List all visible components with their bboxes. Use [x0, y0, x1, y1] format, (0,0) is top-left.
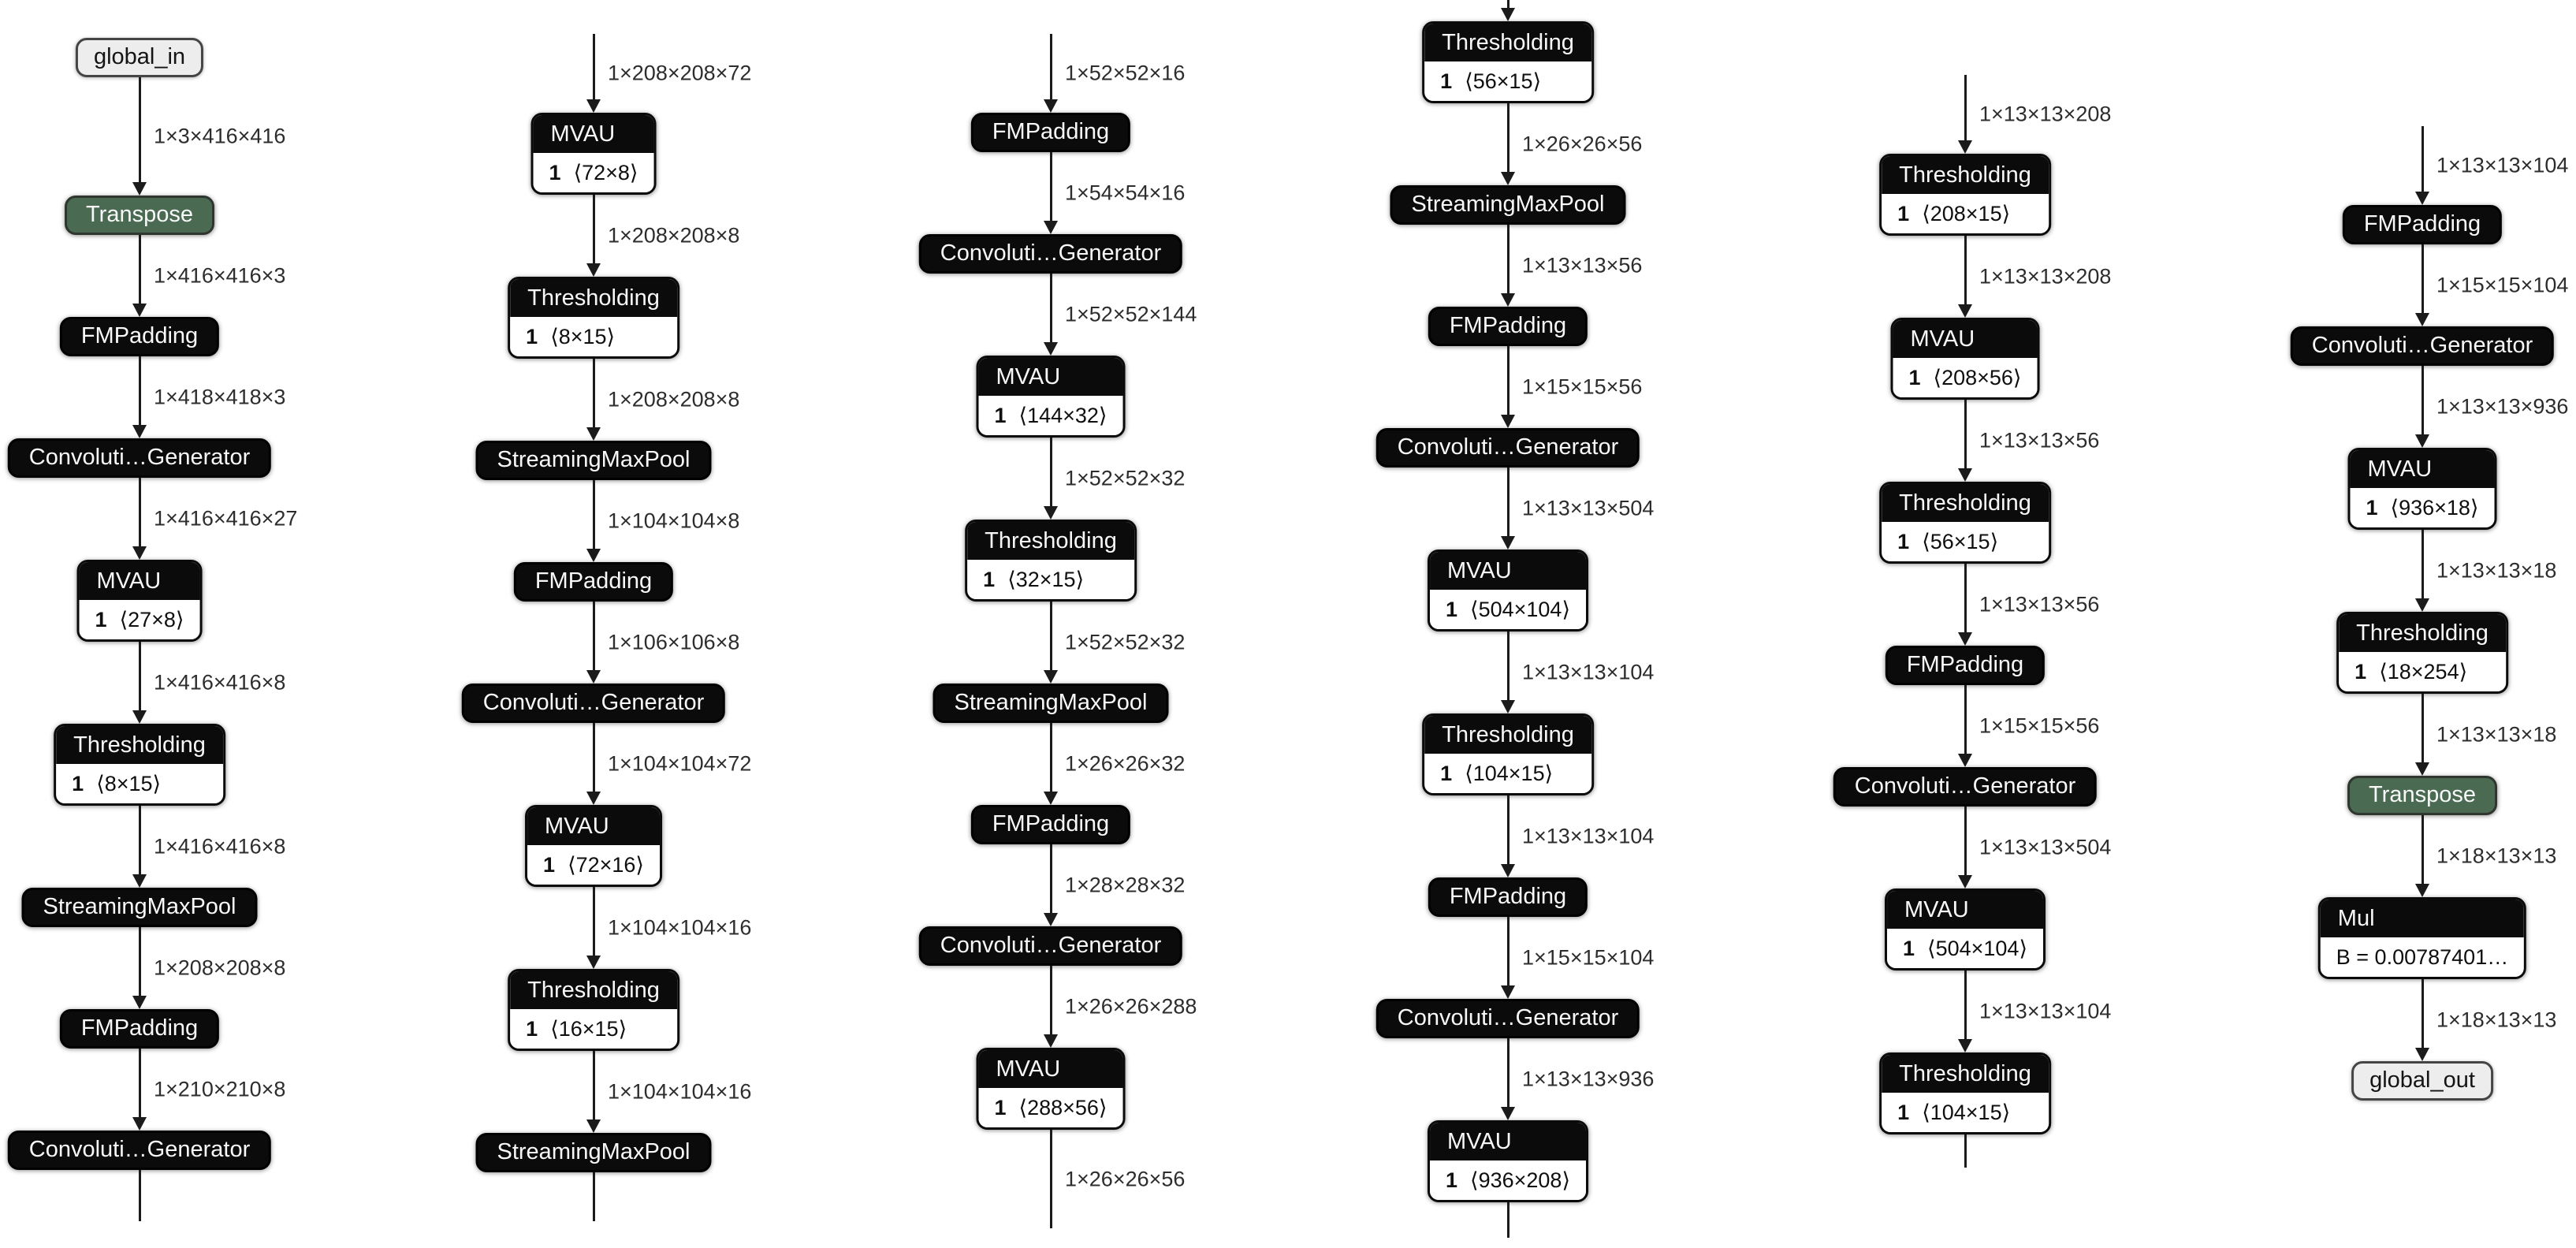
tensor-shape-label: 1×26×26×56	[1522, 132, 1643, 156]
node-thresholding[interactable]	[1879, 482, 2051, 564]
tensor-shape-label: 1×52×52×144	[1065, 302, 1197, 326]
node-title: Thresholding	[1882, 484, 2049, 522]
tensor-shape-label: 1×26×26×288	[1065, 994, 1197, 1019]
tensor-shape-label: 1×52×52×16	[1065, 61, 1186, 85]
tensor-shape-label: 1×52×52×32	[1065, 630, 1186, 654]
arrowhead-icon	[1958, 1039, 1972, 1052]
edge-line	[1050, 274, 1052, 345]
edge-line	[139, 1049, 141, 1119]
node-fmpadding[interactable]: FMPadding	[1885, 646, 2045, 685]
attr-value: ⟨936×18⟩	[2390, 496, 2479, 520]
tensor-shape-label: 1×210×210×8	[154, 1077, 286, 1101]
arrowhead-icon	[1501, 8, 1515, 21]
attr-value: ⟨208×56⟩	[1933, 366, 2022, 389]
node-convoluti-generator[interactable]: Convoluti…Generator	[1376, 999, 1640, 1038]
arrowhead-icon	[132, 425, 147, 438]
tensor-shape-label: 1×416×416×3	[154, 263, 286, 288]
edge-line	[593, 723, 595, 794]
attr-count: 1	[72, 772, 84, 795]
node-fmpadding[interactable]: FMPadding	[60, 317, 219, 356]
node-convoluti-generator[interactable]: Convoluti…Generator	[1376, 428, 1640, 468]
arrowhead-icon	[1044, 99, 1058, 113]
node-attributes	[2321, 937, 2524, 977]
arrowhead-icon	[1044, 221, 1058, 234]
tensor-shape-label: 1×26×26×32	[1065, 751, 1186, 776]
edge-line	[593, 1172, 595, 1221]
node-convoluti-generator[interactable]: Convoluti…Generator	[2291, 326, 2554, 366]
node-attributes	[1893, 358, 2038, 397]
edge-line	[1507, 795, 1509, 866]
tensor-shape-label: 1×3×416×416	[154, 124, 286, 148]
node-title: MVAU	[527, 807, 660, 845]
edge-line	[2422, 530, 2424, 601]
attr-value: ⟨18×254⟩	[2379, 660, 2468, 684]
attr-count: 1	[2355, 660, 2367, 684]
attr-value: ⟨8×15⟩	[96, 772, 162, 795]
edge-line	[593, 480, 595, 551]
node-attributes	[2339, 652, 2506, 691]
tensor-shape-label: 1×13×13×18	[2436, 558, 2557, 583]
attr-value: ⟨288×56⟩	[1018, 1096, 1107, 1119]
node-title: Thresholding	[1882, 1055, 2049, 1093]
edge-line	[1964, 1134, 1967, 1168]
tensor-shape-label: 1×13×13×504	[1522, 496, 1655, 520]
node-attributes	[510, 1009, 677, 1049]
edge-line	[1964, 685, 1967, 756]
node-attributes	[1430, 590, 1586, 629]
node-attributes	[979, 396, 1123, 435]
arrowhead-icon	[1044, 342, 1058, 356]
attr-count: 1	[2366, 496, 2378, 520]
tensor-shape-label: 1×208×208×72	[608, 61, 752, 85]
edge-line	[593, 887, 595, 958]
attr-value: ⟨32×15⟩	[1007, 568, 1085, 591]
node-fmpadding[interactable]: FMPadding	[60, 1009, 219, 1049]
node-attributes	[1882, 522, 2049, 561]
edge-line	[593, 1051, 595, 1122]
node-title: Thresholding	[1424, 716, 1591, 754]
arrowhead-icon	[2415, 598, 2429, 612]
arrowhead-icon	[132, 996, 147, 1009]
arrowhead-icon	[586, 263, 601, 277]
node-title: Thresholding	[2339, 614, 2506, 652]
node-streamingmaxpool[interactable]: StreamingMaxPool	[476, 1133, 712, 1172]
arrowhead-icon	[132, 710, 147, 724]
node-title: Thresholding	[1424, 24, 1591, 61]
tensor-shape-label: 1×13×13×104	[1522, 824, 1655, 848]
tensor-shape-label: 1×52×52×32	[1065, 466, 1186, 490]
node-attributes	[527, 845, 660, 885]
attr-count: 1	[994, 404, 1007, 427]
node-title: MVAU	[979, 1050, 1123, 1088]
node-mvau[interactable]	[525, 805, 662, 887]
node-fmpadding[interactable]: FMPadding	[1428, 877, 1588, 917]
arrowhead-icon	[1958, 632, 1972, 646]
tensor-shape-label: 1×208×208×8	[608, 387, 740, 412]
node-transpose[interactable]: Transpose	[65, 196, 214, 235]
arrowhead-icon	[2415, 192, 2429, 205]
tensor-shape-label: 1×106×106×8	[608, 630, 740, 654]
attr-value: ⟨8×15⟩	[550, 325, 616, 348]
node-title: Mul	[2321, 900, 2524, 937]
edge-line	[2422, 126, 2424, 194]
tensor-shape-label: 1×13×13×936	[1522, 1067, 1655, 1091]
node-thresholding[interactable]	[1422, 21, 1594, 103]
attr-count: 1	[1446, 598, 1458, 621]
node-transpose[interactable]: Transpose	[2347, 776, 2497, 815]
edge-line	[2422, 979, 2424, 1050]
edge-line	[1964, 807, 1967, 877]
arrowhead-icon	[1044, 792, 1058, 805]
arrowhead-icon	[1044, 913, 1058, 926]
node-mvau[interactable]	[1428, 549, 1588, 631]
attr-value: ⟨504×104⟩	[1470, 598, 1570, 621]
node-fmpadding[interactable]: FMPadding	[971, 805, 1130, 844]
tensor-shape-label: 1×15×15×56	[1979, 713, 2100, 738]
node-attributes	[56, 764, 223, 803]
arrowhead-icon	[1501, 985, 1515, 999]
arrowhead-icon	[1501, 293, 1515, 307]
node-convoluti-generator[interactable]: Convoluti…Generator	[1833, 767, 2097, 807]
node-thresholding[interactable]	[965, 520, 1137, 602]
node-title: Thresholding	[510, 279, 677, 317]
arrowhead-icon	[1958, 754, 1972, 767]
tensor-shape-label: 1×208×208×8	[608, 223, 740, 248]
arrowhead-icon	[132, 1117, 147, 1131]
edge-line	[593, 602, 595, 672]
edge-line	[1507, 631, 1509, 702]
node-title: MVAU	[1893, 320, 2038, 358]
attr-value: ⟨208×15⟩	[1922, 202, 2011, 225]
attr-value: ⟨936×208⟩	[1470, 1168, 1570, 1192]
edge-line	[1050, 723, 1052, 794]
arrowhead-icon	[1501, 1107, 1515, 1120]
tensor-shape-label: 1×13×13×18	[2436, 722, 2557, 747]
attr-count: 1	[526, 325, 538, 348]
arrowhead-icon	[586, 956, 601, 969]
node-title: Thresholding	[510, 971, 677, 1009]
tensor-shape-label: 1×418×418×3	[154, 385, 286, 409]
tensor-shape-label: 1×18×13×13	[2436, 844, 2557, 868]
tensor-shape-label: 1×104×104×16	[608, 915, 752, 940]
node-title: MVAU	[1430, 552, 1586, 590]
node-title: MVAU	[1430, 1123, 1586, 1160]
edge-line	[1050, 34, 1052, 102]
edge-line	[1507, 468, 1509, 538]
edge-line	[1050, 438, 1052, 509]
attr-value: ⟨56×15⟩	[1922, 530, 1999, 553]
node-thresholding[interactable]	[1422, 713, 1594, 795]
tensor-shape-label: 1×13×13×208	[1979, 102, 2112, 126]
node-attributes	[979, 1088, 1123, 1127]
node-attributes	[1424, 61, 1591, 101]
attr-count: 1	[1897, 202, 1910, 225]
edge-line	[1050, 844, 1052, 915]
tensor-shape-label: 1×13×13×104	[1522, 660, 1655, 684]
node-thresholding[interactable]	[508, 969, 679, 1051]
node-mvau[interactable]	[977, 356, 1126, 438]
edge-line	[139, 77, 141, 184]
edge-line	[2422, 815, 2424, 886]
arrowhead-icon	[1958, 468, 1972, 482]
arrowhead-icon	[1044, 506, 1058, 520]
attr-count: 1	[1908, 366, 1921, 389]
attr-value: ⟨16×15⟩	[550, 1017, 627, 1041]
edge-line	[1507, 1038, 1509, 1109]
edge-line	[593, 359, 595, 430]
tensor-shape-label: 1×416×416×8	[154, 834, 286, 859]
node-title: MVAU	[979, 358, 1123, 396]
node-attributes	[534, 153, 654, 192]
edge-line	[1050, 602, 1052, 672]
edge-line	[2422, 244, 2424, 315]
node-thresholding[interactable]	[1879, 1052, 2051, 1134]
attr-count: 1	[543, 853, 556, 877]
node-mvau[interactable]	[1428, 1120, 1588, 1202]
node-title: MVAU	[2351, 450, 2495, 488]
tensor-shape-label: 1×28×28×32	[1065, 873, 1186, 897]
node-fmpadding[interactable]: FMPadding	[2343, 205, 2502, 244]
node-mvau[interactable]	[2348, 448, 2497, 530]
attr-count: 1	[1897, 530, 1910, 553]
node-streamingmaxpool[interactable]: StreamingMaxPool	[476, 441, 712, 480]
tensor-shape-label: 1×54×54×16	[1065, 181, 1186, 205]
edge-line	[139, 642, 141, 713]
attr-value: ⟨104×15⟩	[1922, 1101, 2011, 1124]
arrowhead-icon	[586, 1119, 601, 1133]
attr-value: ⟨27×8⟩	[119, 608, 184, 631]
arrowhead-icon	[586, 427, 601, 441]
arrowhead-icon	[2415, 313, 2429, 326]
edge-line	[1964, 236, 1967, 307]
arrowhead-icon	[1958, 304, 1972, 318]
node-streamingmaxpool[interactable]: StreamingMaxPool	[1390, 185, 1626, 225]
attr-value: ⟨144×32⟩	[1018, 404, 1107, 427]
attr-count: 1	[95, 608, 107, 631]
edge-line	[1050, 966, 1052, 1037]
tensor-shape-label: 1×416×416×27	[154, 506, 298, 531]
tensor-shape-label: 1×26×26×56	[1065, 1167, 1186, 1190]
node-attributes	[80, 600, 200, 639]
node-attributes	[1424, 754, 1591, 793]
attr-count: 1	[1440, 762, 1453, 785]
edge-line	[1050, 1130, 1052, 1228]
arrowhead-icon	[1958, 140, 1972, 154]
edge-line	[1507, 1202, 1509, 1238]
attr-value: ⟨56×15⟩	[1465, 69, 1542, 93]
attr-count: 1	[994, 1096, 1007, 1119]
tensor-shape-label: 1×208×208×8	[154, 956, 286, 980]
tensor-shape-label: 1×15×15×56	[1522, 374, 1643, 399]
attr-value: B = 0.00787401…	[2336, 945, 2509, 969]
attr-count: 1	[983, 568, 996, 591]
arrowhead-icon	[1501, 864, 1515, 877]
arrowhead-icon	[132, 874, 147, 888]
arrowhead-icon	[1044, 670, 1058, 684]
node-attributes	[1887, 929, 2043, 968]
tensor-shape-label: 1×13×13×104	[2436, 153, 2569, 177]
arrowhead-icon	[1501, 172, 1515, 185]
attr-value: ⟨104×15⟩	[1465, 762, 1554, 785]
arrowhead-icon	[132, 546, 147, 560]
edge-line	[593, 34, 595, 102]
edge-line	[2422, 366, 2424, 437]
edge-line	[593, 195, 595, 266]
arrowhead-icon	[132, 182, 147, 196]
edge-line	[1964, 75, 1967, 143]
node-global-out[interactable]: global_out	[2351, 1061, 2493, 1101]
node-global-in[interactable]: global_in	[76, 38, 203, 77]
edge-line	[139, 927, 141, 998]
tensor-shape-label: 1×18×13×13	[2436, 1008, 2557, 1032]
edge-line	[1507, 103, 1509, 174]
arrowhead-icon	[586, 99, 601, 113]
arrowhead-icon	[1044, 1034, 1058, 1048]
node-attributes	[1430, 1160, 1586, 1200]
tensor-shape-label: 1×15×15×104	[2436, 273, 2569, 297]
node-mul[interactable]	[2318, 897, 2526, 979]
tensor-shape-label: 1×13×13×56	[1522, 253, 1643, 278]
node-attributes	[967, 560, 1134, 599]
node-title: MVAU	[80, 562, 200, 600]
node-thresholding[interactable]	[54, 724, 225, 806]
node-thresholding[interactable]	[2336, 612, 2508, 694]
tensor-shape-label: 1×13×13×936	[2436, 394, 2569, 419]
node-mvau[interactable]	[531, 113, 657, 195]
attr-count: 1	[526, 1017, 538, 1041]
tensor-shape-label: 1×15×15×104	[1522, 945, 1655, 970]
attr-count: 1	[1446, 1168, 1458, 1192]
arrowhead-icon	[586, 549, 601, 562]
node-streamingmaxpool[interactable]: StreamingMaxPool	[933, 684, 1169, 723]
node-title: Thresholding	[56, 726, 223, 764]
node-fmpadding[interactable]: FMPadding	[514, 562, 673, 602]
arrowhead-icon	[2415, 762, 2429, 776]
attr-value: ⟨72×8⟩	[573, 161, 638, 184]
edge-line	[139, 1170, 141, 1221]
attr-count: 1	[1903, 937, 1915, 960]
node-thresholding[interactable]	[508, 277, 679, 359]
attr-value: ⟨504×104⟩	[1927, 937, 2027, 960]
node-attributes	[510, 317, 677, 356]
node-convoluti-generator[interactable]: Convoluti…Generator	[919, 234, 1182, 274]
tensor-shape-label: 1×104×104×16	[608, 1079, 752, 1104]
attr-count: 1	[549, 161, 561, 184]
node-convoluti-generator[interactable]: Convoluti…Generator	[462, 684, 725, 723]
node-fmpadding[interactable]: FMPadding	[971, 113, 1130, 152]
arrowhead-icon	[1501, 415, 1515, 428]
edge-line	[1964, 970, 1967, 1041]
node-title: MVAU	[1887, 891, 2043, 929]
tensor-shape-label: 1×13×13×504	[1979, 835, 2112, 859]
edge-line	[1964, 400, 1967, 471]
edge-line	[139, 478, 141, 549]
node-thresholding[interactable]	[1879, 154, 2051, 236]
node-attributes	[2351, 488, 2495, 527]
arrowhead-icon	[132, 304, 147, 317]
node-convoluti-generator[interactable]: Convoluti…Generator	[919, 926, 1182, 966]
arrowhead-icon	[586, 792, 601, 805]
tensor-shape-label: 1×13×13×104	[1979, 999, 2112, 1023]
node-title: MVAU	[534, 115, 654, 153]
attr-value: ⟨72×16⟩	[568, 853, 644, 877]
edge-line	[139, 806, 141, 877]
tensor-shape-label: 1×416×416×8	[154, 670, 286, 695]
node-convoluti-generator[interactable]: Convoluti…Generator	[8, 1131, 271, 1170]
tensor-shape-label: 1×13×13×56	[1979, 428, 2100, 453]
arrowhead-icon	[2415, 434, 2429, 448]
tensor-shape-label: 1×104×104×72	[608, 751, 752, 776]
edge-line	[1507, 917, 1509, 988]
attr-count: 1	[1897, 1101, 1910, 1124]
tensor-shape-label: 1×13×13×56	[1979, 592, 2100, 617]
edge-line	[1964, 564, 1967, 635]
tensor-shape-label: 1×13×13×208	[1979, 264, 2112, 289]
node-attributes	[1882, 194, 2049, 233]
node-title: Thresholding	[967, 522, 1134, 560]
arrowhead-icon	[2415, 884, 2429, 897]
edge-line	[1050, 152, 1052, 223]
edge-line	[139, 356, 141, 427]
node-attributes	[1882, 1093, 2049, 1132]
arrowhead-icon	[586, 670, 601, 684]
node-mvau[interactable]	[977, 1048, 1126, 1130]
node-mvau[interactable]	[1885, 889, 2046, 970]
node-streamingmaxpool[interactable]: StreamingMaxPool	[22, 888, 258, 927]
tensor-shape-label: 1×104×104×8	[608, 509, 740, 533]
node-mvau[interactable]	[1891, 318, 2040, 400]
edge-line	[2422, 694, 2424, 765]
arrowhead-icon	[1501, 700, 1515, 713]
arrowhead-icon	[1501, 536, 1515, 549]
edge-line	[1507, 346, 1509, 417]
edge-line	[1507, 225, 1509, 296]
edge-line	[139, 235, 141, 306]
node-convoluti-generator[interactable]: Convoluti…Generator	[8, 438, 271, 478]
node-mvau[interactable]	[77, 560, 203, 642]
node-title: Thresholding	[1882, 156, 2049, 194]
arrowhead-icon	[2415, 1048, 2429, 1061]
arrowhead-icon	[1958, 875, 1972, 889]
node-fmpadding[interactable]: FMPadding	[1428, 307, 1588, 346]
attr-count: 1	[1440, 69, 1453, 93]
